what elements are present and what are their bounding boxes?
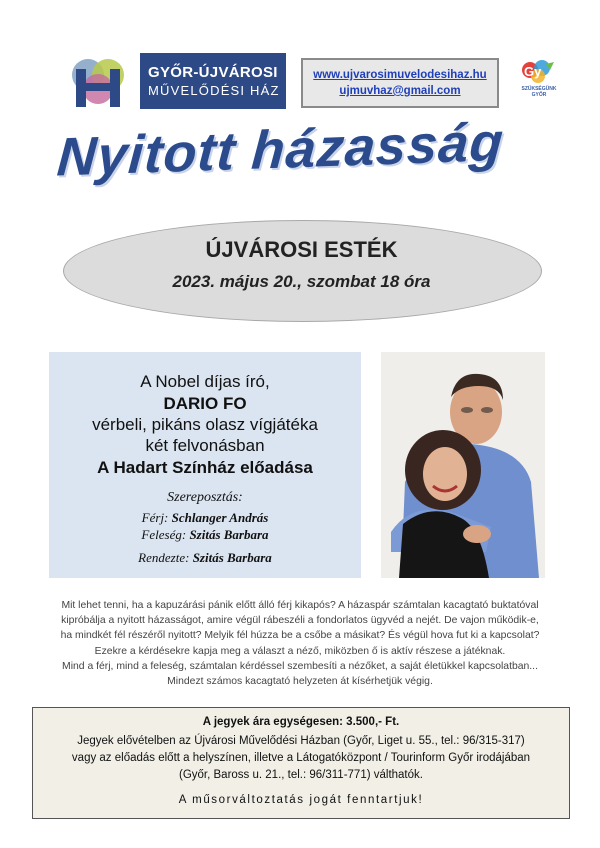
role-1-actor: Schlanger András	[171, 510, 269, 525]
description-line-4: két felvonásban	[145, 436, 265, 455]
synopsis	[44, 598, 556, 689]
event-ellipse	[63, 220, 542, 322]
ticket-line-1: Jegyek elővételben az Újvárosi Művelődési Házban (Győr, Liget u. 55., tel.: 96/315-317)	[77, 735, 525, 747]
cast-role-2	[49, 527, 361, 543]
description-line-3: vérbeli, pikáns olasz vígjátéka	[92, 415, 318, 434]
city-logo	[516, 56, 562, 108]
synopsis-line: ha mindkét fél részéről nyitott? Melyik fél húzza be a csőbe a másikat? És végül hova fut ki a kapcsolat?	[60, 630, 540, 642]
series-name: ÚJVÁROSI ESTÉK	[205, 237, 398, 262]
ticket-info-box	[32, 707, 570, 819]
synopsis-line: Mit lehet tenni, ha a kapuzárási pánik előtt álló férj kikapós? A házaspár számtalan kacagtató buktatóval	[61, 600, 539, 611]
logo-mark-icon	[58, 53, 140, 109]
event-date: 2023. május 20., szombat 18 óra	[172, 272, 431, 291]
ticket-price: A jegyek ára egységesen: 3.500,- Ft.	[202, 716, 400, 728]
role-2-actor: Szitás Barbara	[189, 527, 269, 542]
institution-logo	[58, 53, 286, 109]
website-link[interactable]: www.ujvarosimuvelodesihaz.hu	[313, 69, 487, 81]
role-2-label: Feleség:	[141, 527, 187, 542]
description-line-1: A Nobel díjas író,	[140, 372, 270, 391]
synopsis-line: Mindezt számos kacagtató helyzeten át kísérhetjük végig.	[167, 676, 433, 688]
synopsis-line: kipróbálja a nyitott házasságot, amire végül rábeszéli a fondorlatos ügyvéd a nejét. De vajon működik-e,	[61, 615, 539, 627]
program-change-note: A műsorváltoztatás jogát fenntartjuk!	[178, 794, 424, 806]
director-label: Rendezte:	[138, 550, 190, 565]
synopsis-line: Ezekre a kérdésekre kapja meg a választ a néző, miközben ő is aktív részese a játéknak.	[94, 645, 506, 657]
author-name: DARIO FO	[163, 394, 247, 413]
ticket-line-3: (Győr, Baross u. 21., tel.: 96/311-771) válthatók.	[179, 769, 423, 781]
svg-text:Gy: Gy	[524, 64, 542, 79]
contact-box	[301, 58, 499, 108]
director-name: Szitás Barbara	[192, 550, 272, 565]
role-1-label: Férj:	[141, 510, 169, 525]
ticket-line-2: vagy az előadás előtt a helyszínen, illetve a Látogatóközpont / Tourinform Győr irodájában	[71, 752, 531, 764]
description-box	[49, 352, 361, 578]
cast-heading: Szereposztás:	[167, 490, 243, 505]
actors-photo	[381, 352, 545, 578]
director-credit	[49, 550, 361, 566]
cast-role-1	[49, 510, 361, 526]
synopsis-line: Mind a férj, mind a feleség, számtalan kérdéssel szembesíti a nézőket, a saját életükkel kapcsolatban...	[62, 660, 538, 672]
city-logo-icon	[516, 56, 562, 86]
logo-line-1: GYŐR-ÚJVÁROSI	[148, 64, 278, 81]
production-name: A Hadart Színház előadása	[97, 458, 313, 477]
city-logo-text: SZÜKSÉGÜNK GYŐR	[521, 86, 557, 98]
page-title: Nyitott házasság	[55, 112, 506, 188]
email-link[interactable]: ujmuvhaz@gmail.com	[339, 85, 461, 97]
logo-line-2: MŰVELŐDÉSI HÁZ	[148, 83, 280, 98]
logo-text	[140, 53, 286, 109]
